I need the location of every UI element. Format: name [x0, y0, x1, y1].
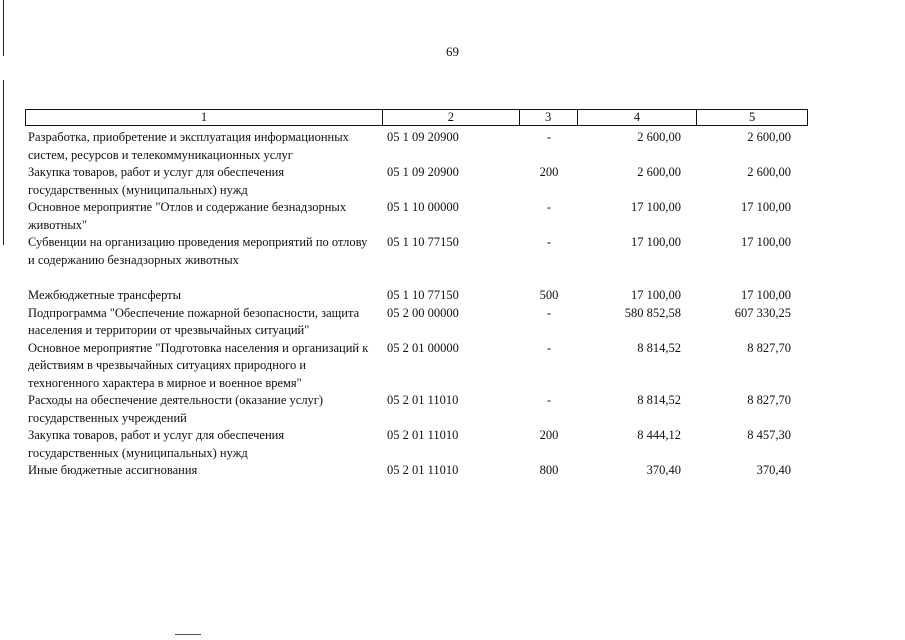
row-code: 05 2 01 11010 — [387, 463, 459, 477]
table-body — [25, 129, 808, 480]
row-name: Закупка товаров, работ и услуг для обеспечения государственных (муниципальных) нужд — [28, 428, 285, 460]
row-value-1: 8 814,52 — [637, 393, 681, 407]
row-value-2: 17 100,00 — [741, 235, 791, 249]
row-name: Основное мероприятие "Отлов и содержание безнадзорных животных" — [28, 200, 347, 232]
row-type: 500 — [539, 288, 559, 302]
table-row — [25, 340, 808, 393]
row-value-1: 17 100,00 — [631, 288, 681, 302]
row-value-1: 370,40 — [646, 463, 681, 477]
row-type: - — [546, 200, 552, 214]
row-type: 200 — [539, 165, 559, 179]
row-name: Расходы на обеспечение деятельности (оказание услуг) государственных учреждений — [28, 393, 324, 425]
scan-artifact-line — [175, 634, 201, 635]
row-value-2: 607 330,25 — [734, 305, 791, 320]
row-code: 05 1 10 77150 — [387, 288, 459, 302]
page-number: 69 — [446, 44, 459, 59]
row-value-1: 580 852,58 — [624, 305, 681, 320]
row-name: Субвенции на организацию проведения мероприятий по отлову и содержанию безнадзорных животных — [28, 235, 368, 267]
table-row — [25, 305, 808, 340]
table-row — [25, 164, 808, 199]
row-code: 05 2 00 00000 — [387, 305, 459, 320]
row-type: - — [546, 130, 552, 144]
row-value-1: 2 600,00 — [637, 165, 681, 179]
row-code: 05 1 10 00000 — [387, 200, 459, 214]
row-code: 05 2 01 11010 — [387, 428, 459, 442]
row-name: Разработка, приобретение и эксплуатация информационных систем, ресурсов и телекоммуникационных услуг — [28, 130, 349, 162]
table-row — [25, 392, 808, 427]
table-row — [25, 129, 808, 164]
row-code: 05 2 01 11010 — [387, 393, 459, 407]
row-type: - — [546, 235, 552, 249]
table-row — [25, 462, 808, 480]
table-row — [25, 234, 808, 269]
row-name: Основное мероприятие "Подготовка населения и организаций к действиям в чрезвычайных ситуациях природного и техногенного характера в мирное и военное время" — [28, 340, 369, 390]
row-type: - — [546, 340, 552, 355]
row-type: - — [546, 305, 552, 320]
row-code: 05 1 09 20900 — [387, 165, 459, 179]
row-value-2: 8 827,70 — [747, 393, 791, 407]
row-value-2: 2 600,00 — [747, 165, 791, 179]
column-header-1: 1 — [26, 110, 383, 125]
row-name: Иные бюджетные ассигнования — [28, 463, 198, 477]
row-name: Межбюджетные трансферты — [28, 288, 182, 302]
row-value-1: 17 100,00 — [631, 200, 681, 214]
budget-table — [25, 109, 808, 480]
table-row — [25, 287, 808, 305]
row-value-1: 2 600,00 — [637, 130, 681, 144]
row-value-2: 8 457,30 — [747, 428, 791, 442]
column-header-5: 5 — [749, 110, 756, 124]
row-code: 05 1 09 20900 — [387, 130, 459, 144]
scan-edge-line — [3, 80, 4, 245]
row-value-2: 2 600,00 — [747, 130, 791, 144]
row-type: 800 — [539, 463, 559, 477]
row-value-2: 17 100,00 — [741, 200, 791, 214]
row-name: Закупка товаров, работ и услуг для обеспечения государственных (муниципальных) нужд — [28, 165, 285, 197]
row-value-2: 8 827,70 — [747, 340, 791, 355]
row-value-1: 8 444,12 — [637, 428, 681, 442]
row-name: Подпрограмма "Обеспечение пожарной безопасности, защита населения и территории от чрезвычайных ситуаций" — [28, 305, 360, 337]
row-value-1: 17 100,00 — [631, 235, 681, 249]
row-code: 05 2 01 00000 — [387, 340, 459, 355]
row-value-2: 370,40 — [756, 463, 791, 477]
row-code: 05 1 10 77150 — [387, 235, 459, 249]
row-type: 200 — [539, 428, 559, 442]
row-type: - — [546, 393, 552, 407]
column-header-4: 4 — [578, 110, 698, 125]
row-value-2: 17 100,00 — [741, 288, 791, 302]
column-header-2: 2 — [383, 110, 520, 125]
table-row — [25, 199, 808, 234]
row-value-1: 8 814,52 — [637, 340, 681, 355]
table-row — [25, 427, 808, 462]
column-header-3: 3 — [520, 110, 578, 125]
table-header — [25, 109, 808, 126]
